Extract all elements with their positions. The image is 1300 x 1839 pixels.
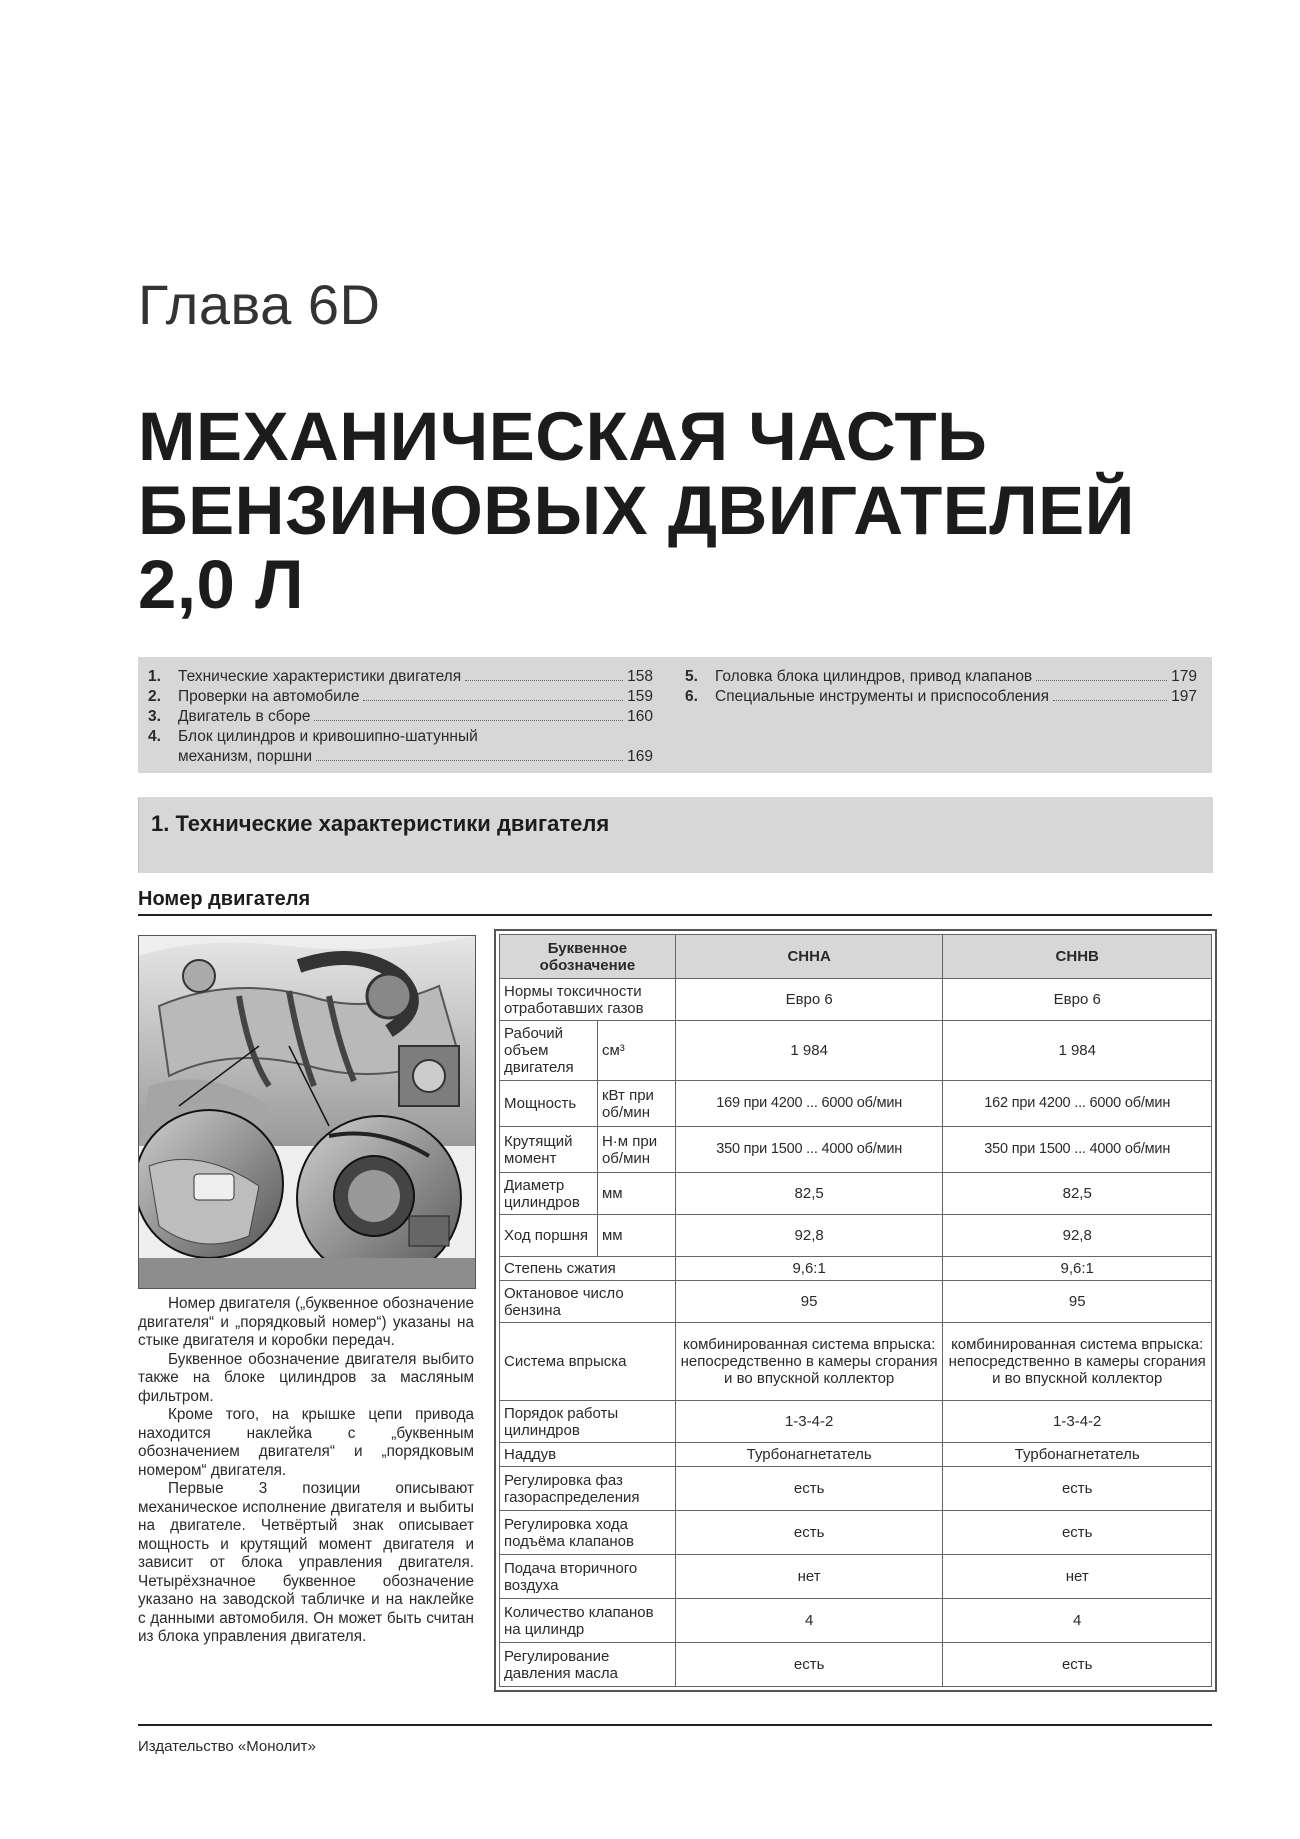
toc-item[interactable] (148, 667, 653, 687)
spec-table (499, 934, 1212, 1687)
header-col2: CHHB (943, 935, 1212, 979)
row-unit: мм (597, 1215, 675, 1257)
toc-page: 179 (1171, 668, 1197, 685)
section-title: 1. Технические характеристики двигателя (151, 811, 610, 836)
row-label: Подача вторичного воздуха (500, 1555, 676, 1599)
table-row (500, 1081, 1212, 1127)
table-row (500, 1127, 1212, 1173)
toc-number: 2. (148, 688, 161, 705)
row-value-2: 92,8 (943, 1215, 1212, 1257)
toc-page: 159 (627, 688, 653, 705)
toc-label: Специальные инструменты и приспособления (715, 688, 1049, 705)
row-value-2: 1-3-4-2 (943, 1401, 1212, 1443)
table-row (500, 1443, 1212, 1467)
toc-number: 4. (148, 728, 161, 745)
toc-label: механизм, поршни (178, 748, 313, 765)
row-label: Октановое число бензина (500, 1281, 676, 1323)
toc-number: 3. (148, 708, 161, 725)
paragraph: Буквенное обозначение двигателя выбито также на блоке цилиндров за масляным фильтром. (138, 1350, 474, 1405)
row-value-2: Турбонагнетатель (943, 1443, 1212, 1467)
row-unit: мм (597, 1173, 675, 1215)
toc-label: Головка блока цилиндров, привод клапанов (715, 668, 1033, 685)
row-label: Нормы токсичности отработавших газов (500, 979, 676, 1021)
toc-column-left (148, 667, 653, 767)
row-value-1: нет (675, 1555, 943, 1599)
publisher-footer: Издательство «Монолит» (138, 1738, 316, 1755)
toc-page: 158 (627, 668, 653, 685)
table-row (500, 1401, 1212, 1443)
row-label: Диаметр цилиндров (500, 1173, 598, 1215)
table-row (500, 1599, 1212, 1643)
row-value-1: Турбонагнетатель (675, 1443, 943, 1467)
row-unit: Н·м при об/мин (597, 1127, 675, 1173)
row-label: Регулировка фаз газораспределения (500, 1467, 676, 1511)
row-value-2: есть (943, 1467, 1212, 1511)
row-label: Система впрыска (500, 1323, 676, 1401)
header-col1: CHHA (675, 935, 943, 979)
toc-number: 6. (685, 688, 698, 705)
row-value-1: есть (675, 1511, 943, 1555)
row-label: Порядок работы цилиндров (500, 1401, 676, 1443)
row-label: Ход поршня (500, 1215, 598, 1257)
row-label: Мощность (500, 1081, 598, 1127)
row-value-2: 9,6:1 (943, 1257, 1212, 1281)
toc-item[interactable] (685, 687, 1197, 707)
row-value-1: есть (675, 1467, 943, 1511)
toc-number: 5. (685, 668, 698, 685)
row-value-2: комбинированная система впрыска: непосредственно в камеры сгорания и во впускной коллектор (943, 1323, 1212, 1401)
title-line: 2,0 Л (138, 546, 305, 623)
engine-illustration (139, 936, 475, 1288)
table-row (500, 1281, 1212, 1323)
row-label: Регулирование давления масла (500, 1643, 676, 1687)
toc-number: 1. (148, 668, 161, 685)
toc-leader (314, 720, 623, 721)
paragraph: Первые 3 позиции описывают механическое исполнение двигателя и выбиты на двигателе. Четвёртый знак описывает мощность и крутящий момент двигателя и зависит от блока управления двигателя. Четырёхзначное буквенное обозначение указано на заводской табличке и на наклейке с данными автомобиля. Он может быть считан из блока управления двигателя. (138, 1480, 474, 1645)
engine-photo (138, 935, 476, 1289)
toc-leader (316, 760, 623, 761)
subheading-rule (138, 914, 1212, 916)
row-value-1: 82,5 (675, 1173, 943, 1215)
row-label: Крутящий момент (500, 1127, 598, 1173)
toc-item[interactable] (148, 687, 653, 707)
row-unit: кВт при об/мин (597, 1081, 675, 1127)
row-value-1: есть (675, 1643, 943, 1687)
row-value-2: есть (943, 1511, 1212, 1555)
row-value-1: 4 (675, 1599, 943, 1643)
table-row (500, 1323, 1212, 1401)
row-value-2: 82,5 (943, 1173, 1212, 1215)
toc-leader (1053, 700, 1167, 701)
table-row (500, 1215, 1212, 1257)
toc-page: 169 (627, 748, 653, 765)
row-label: Количество клапанов на цилиндр (500, 1599, 676, 1643)
toc-leader (1036, 680, 1167, 681)
table-row (500, 1555, 1212, 1599)
table-row (500, 1257, 1212, 1281)
chapter-label: Глава 6D (138, 273, 381, 336)
row-value-1: 350 при 1500 ... 4000 об/мин (675, 1127, 943, 1173)
row-value-1: 95 (675, 1281, 943, 1323)
row-value-2: 162 при 4200 ... 6000 об/мин (943, 1081, 1212, 1127)
toc-item[interactable] (148, 727, 653, 767)
toc-column-right (685, 667, 1197, 707)
toc-item[interactable] (148, 707, 653, 727)
subheading: Номер двигателя (138, 888, 311, 910)
table-row (500, 1021, 1212, 1081)
row-label: Регулировка хода подъёма клапанов (500, 1511, 676, 1555)
row-label: Рабочий объем двигателя (500, 1021, 598, 1081)
row-value-2: есть (943, 1643, 1212, 1687)
table-of-contents (138, 657, 1212, 773)
toc-label: Проверки на автомобиле (178, 688, 360, 705)
row-unit: см³ (597, 1021, 675, 1081)
row-value-2: 95 (943, 1281, 1212, 1323)
row-value-2: нет (943, 1555, 1212, 1599)
row-value-1: 9,6:1 (675, 1257, 943, 1281)
paragraph: Кроме того, на крышке цепи привода находится наклейка с „буквенным обозначением двигателя“ и „порядковым номером“ двигателя. (138, 1406, 474, 1479)
toc-leader (465, 680, 623, 681)
row-value-2: 350 при 1500 ... 4000 об/мин (943, 1127, 1212, 1173)
toc-label: Блок цилиндров и кривошипно-шатунный (178, 728, 478, 745)
title-line: БЕНЗИНОВЫХ ДВИГАТЕЛЕЙ (138, 472, 1135, 549)
table-row (500, 1173, 1212, 1215)
row-label: Наддув (500, 1443, 676, 1467)
table-row (500, 1643, 1212, 1687)
row-value-2: 1 984 (943, 1021, 1212, 1081)
table-header-row (500, 935, 1212, 979)
row-value-1: 1-3-4-2 (675, 1401, 943, 1443)
row-value-2: 4 (943, 1599, 1212, 1643)
body-text (138, 1295, 474, 1647)
footer-rule (138, 1724, 1212, 1726)
toc-leader (363, 700, 623, 701)
row-value-1: 1 984 (675, 1021, 943, 1081)
row-value-1: Евро 6 (675, 979, 943, 1021)
header-label: Буквенное обозначение (500, 935, 676, 979)
title-line: МЕХАНИЧЕСКАЯ ЧАСТЬ (138, 398, 988, 475)
row-label: Степень сжатия (500, 1257, 676, 1281)
table-row (500, 1467, 1212, 1511)
toc-page: 197 (1171, 688, 1197, 705)
row-value-1: 92,8 (675, 1215, 943, 1257)
toc-page: 160 (627, 708, 653, 725)
toc-label: Технические характеристики двигателя (178, 668, 462, 685)
row-value-1: комбинированная система впрыска: непосредственно в камеры сгорания и во впускной коллектор (675, 1323, 943, 1401)
row-value-2: Евро 6 (943, 979, 1212, 1021)
section-header (138, 797, 1213, 873)
paragraph: Номер двигателя („буквенное обозначение двигателя“ и „порядковый номер“) указаны на стыке двигателя и коробки передач. (138, 1295, 474, 1349)
toc-item[interactable] (685, 667, 1197, 687)
chapter-title (138, 400, 1238, 622)
toc-label: Двигатель в сборе (178, 708, 311, 725)
table-row (500, 1511, 1212, 1555)
row-value-1: 169 при 4200 ... 6000 об/мин (675, 1081, 943, 1127)
table-row (500, 979, 1212, 1021)
